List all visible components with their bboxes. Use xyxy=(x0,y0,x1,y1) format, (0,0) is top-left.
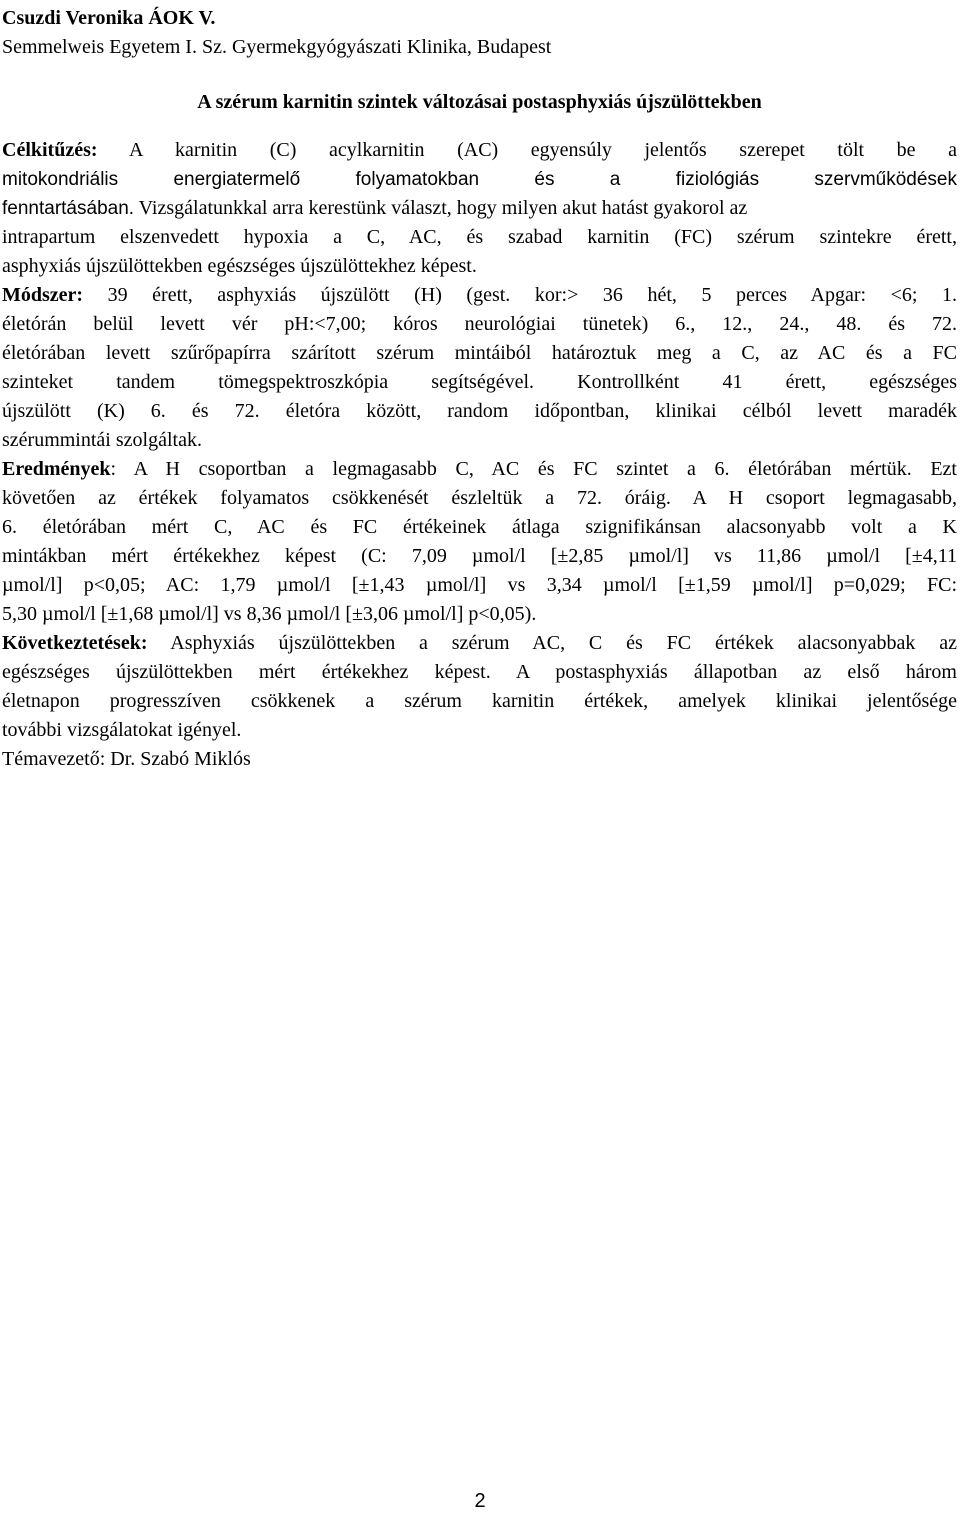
results-line-2: követően az értékek folyamatos csökkenését észleltük a 72. óráig. A H csoport legmagasabb, xyxy=(2,487,957,509)
aims-heading: Célkitűzés: xyxy=(2,139,98,161)
aims-line-4: intrapartum elszenvedett hypoxia a C, AC, és szabad karnitin (FC) szérum szintekre érett, xyxy=(2,226,957,248)
conclusions-line-4: további vizsgálatokat igényel. xyxy=(2,719,242,741)
methods-line-4: szinteket tandem tömegspektroszkópia segítségével. Kontrollként 41 érett, egészséges xyxy=(2,371,957,393)
conclusions-line-2: egészséges újszülöttekben mért értékekhez képest. A postasphyxiás állapotban az első három xyxy=(2,661,957,683)
conclusions-line-1: Következtetések: Asphyxiás újszülöttekben a szérum AC, C és FC értékek alacsonyabbak az xyxy=(2,632,957,654)
results-line-4: mintákban mért értékekhez képest (C: 7,09 µmol/l [±2,85 µmol/l] vs 11,86 µmol/l [±4,11 xyxy=(2,545,957,567)
methods-line-2: életórán belül levett vér pH:<7,00; kóros neurológiai tünetek) 6., 12., 24., 48. és 72. xyxy=(2,313,957,335)
supervisor: Témavezető: Dr. Szabó Miklós xyxy=(2,748,251,770)
author-name: Csuzdi Veronika ÁOK V. xyxy=(2,7,216,29)
methods-heading: Módszer: xyxy=(2,284,84,306)
page-number: 2 xyxy=(474,1490,486,1512)
methods-line-1: Módszer: 39 érett, asphyxiás újszülött (H) (gest. kor:> 36 hét, 5 perces Apgar: <6; 1. xyxy=(2,284,957,306)
results-line-5: µmol/l] p<0,05; AC: 1,79 µmol/l [±1,43 µmol/l] vs 3,34 µmol/l [±1,59 µmol/l] p=0,029; FC: xyxy=(2,574,957,596)
methods-line-5: újszülött (K) 6. és 72. életóra között, random időpontban, klinikai célból levett maradék xyxy=(2,400,957,422)
results-line-3: 6. életórában mért C, AC és FC értékeinek átlaga szignifikánsan alacsonyabb volt a K xyxy=(2,516,957,538)
affiliation: Semmelweis Egyetem I. Sz. Gyermekgyógyászati Klinika, Budapest xyxy=(2,36,552,58)
results-line-1: Eredmények: A H csoportban a legmagasabb C, AC és FC szintet a 6. életórában mértük. Ezt xyxy=(2,458,957,480)
results-section xyxy=(2,455,957,629)
aims-line-3: fenntartásában. Vizsgálatunkkal arra kerestünk választ, hogy milyen akut hatást gyakorol az xyxy=(2,197,748,219)
aims-line-2: mitokondriális energiatermelő folyamatokban és a fiziológiás szervműködések xyxy=(2,169,957,190)
conclusions-section xyxy=(2,629,957,745)
methods-section xyxy=(2,281,957,455)
methods-line-3: életórában levett szűrőpapírra szárított szérum mintáiból határoztuk meg a C, az AC és a FC xyxy=(2,342,957,364)
conclusions-line-3: életnapon progresszíven csökkenek a szérum karnitin értékek, amelyek klinikai jelentősége xyxy=(2,690,957,712)
conclusions-heading: Következtetések: xyxy=(2,632,148,654)
aims-section xyxy=(2,136,957,281)
abstract-title: A szérum karnitin szintek változásai postasphyxiás újszülöttekben xyxy=(197,91,762,113)
methods-line-6: szérummintái szolgáltak. xyxy=(2,429,202,451)
results-heading: Eredmények xyxy=(2,458,111,480)
results-line-6: 5,30 µmol/l [±1,68 µmol/l] vs 8,36 µmol/l [±3,06 µmol/l] p<0,05). xyxy=(2,603,537,625)
aims-line-1: Célkitűzés: A karnitin (C) acylkarnitin (AC) egyensúly jelentős szerepet tölt be a xyxy=(2,139,957,161)
aims-line-5: asphyxiás újszülöttekben egészséges újszülöttekhez képest. xyxy=(2,255,477,277)
